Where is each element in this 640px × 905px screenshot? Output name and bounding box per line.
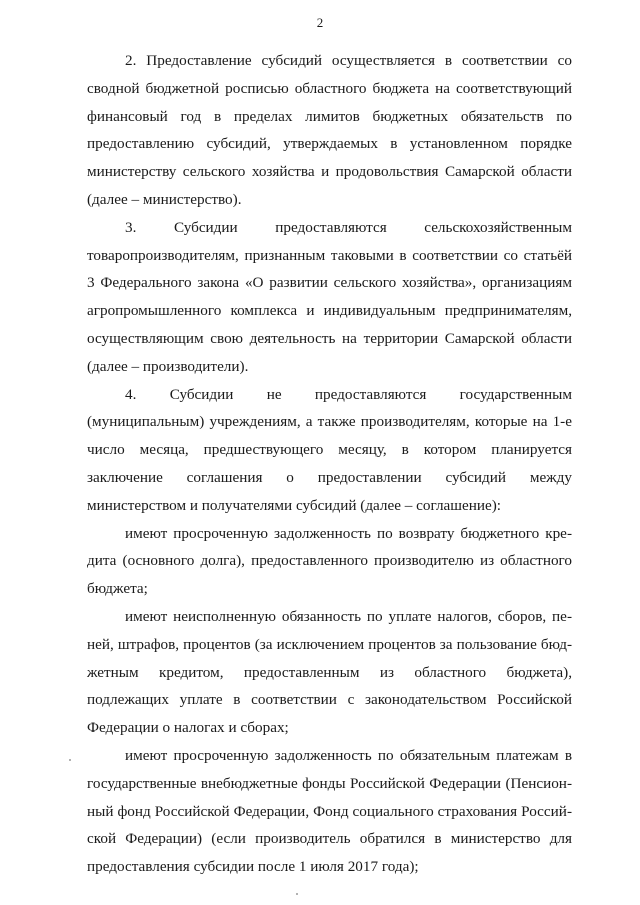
page-number: 2 — [316, 15, 324, 30]
paragraph-tax-obligations: имеют неисполненную обязанность по уплате налогов, сборов, пеней, штрафов, процентов (за исключением процентов за пользование бюджетным кредитом, предоставленным из областного бюджета), подлежащих уплате в соответствии с законодательством Российской Федерации о налогах и сборах; — [87, 607, 572, 737]
scan-speck — [296, 893, 298, 895]
paragraph-clause-3: 3. Субсидии предоставляются сельскохозяйственным товаропроизводителям, признанным таковыми в соответствии со статьёй 3 Федерального закона «О развитии сельского хозяйства», организациям агропромышленного комплекса и индивидуальным предпринимателям, осуществляющим свою деятельность на территории Самарской области (далее – производители). — [87, 218, 572, 375]
paragraph-clause-2: 2. Предоставление субсидий осуществляется в соответствии со сводной бюджетной росписью областного бюджета на соответствующий финансовый год в пределах лимитов бюджетных обязательств по предоставлению субсидий, утверждаемых в установленном порядке министерству сельского хозяйства и продовольствия Самарской области (далее – министерство). — [87, 52, 572, 208]
paragraph-budget-credit-debt: имеют просроченную задолженность по возврату бюджетного кредита (основного долга), предоставленного производителю из областного бюджета; — [87, 524, 572, 598]
paragraph-extrabudgetary-funds: имеют просроченную задолженность по обязательным платежам в государственные внебюджетные фонды Российской Федерации (Пенсионный фонд Российской Федерации, Фонд социального страхования Российской Федерации) (если производитель обратился в министерство для предоставления субсидии после 1 июля 2017 года); — [87, 746, 572, 876]
paragraph-clause-4: 4. Субсидии не предоставляются государственным (муниципальным) учреждениям, а также производителям, которые на 1-е число месяца, предшествующего месяцу, в котором планируется заключение соглашения о предоставлении субсидий между министерством и получателями субсидий (далее – соглашение): — [87, 385, 572, 514]
scan-speck — [69, 759, 71, 761]
document-body — [87, 47, 572, 881]
